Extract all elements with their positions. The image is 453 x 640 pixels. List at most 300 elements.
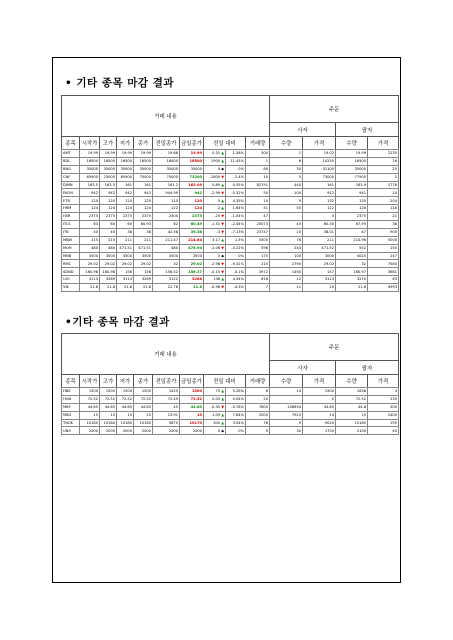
high-price-cell: 75000 bbox=[100, 173, 117, 181]
low-price-cell: 3113 bbox=[117, 276, 134, 284]
stock-code-cell: MNB bbox=[62, 252, 80, 260]
change-pct-cell: -0.22% bbox=[226, 244, 246, 252]
buy-price-cell: 161 bbox=[303, 181, 336, 189]
arrow-down-icon: ▼ bbox=[221, 174, 224, 179]
low-price-cell: 16500 bbox=[117, 157, 134, 165]
arrow-down-icon: ▼ bbox=[221, 214, 224, 219]
table-row bbox=[62, 411, 399, 419]
close-price-cell: 942 bbox=[134, 189, 153, 197]
change-value: -1.06 bbox=[210, 245, 221, 250]
buy-price-cell: 20 bbox=[303, 284, 336, 292]
prev-close-cell: 35000 bbox=[153, 165, 180, 173]
high-price-cell: 45 bbox=[100, 228, 117, 236]
sell-qty-cell: 67.95 bbox=[336, 221, 368, 229]
buy-price-cell: 132 bbox=[303, 197, 336, 205]
prev-close-cell: 3122 bbox=[153, 276, 180, 284]
buy-qty-cell: 9 bbox=[270, 419, 303, 427]
low-price-cell: 60 bbox=[117, 221, 134, 229]
stock-code-cell: ETR bbox=[62, 197, 80, 205]
close-price-cell: 38 bbox=[134, 228, 153, 236]
volume-cell: 596 bbox=[246, 244, 270, 252]
sell-qty-cell: 16500 bbox=[336, 157, 368, 165]
stock-results-table bbox=[61, 387, 399, 435]
open-price-cell: 16500 bbox=[80, 157, 100, 165]
change-pct-cell: 1.58% bbox=[226, 150, 246, 158]
open-price-cell: 124 bbox=[80, 205, 100, 213]
open-price-cell: 120 bbox=[80, 197, 100, 205]
sell-header: 팔자 bbox=[336, 123, 399, 137]
prev-close-cell: 42.58 bbox=[153, 228, 180, 236]
change-pct-cell: 4.34% bbox=[226, 276, 246, 284]
table-row bbox=[62, 173, 399, 181]
today-close-cell: 3268 bbox=[180, 276, 204, 284]
sell-price-cell: 4993 bbox=[368, 284, 399, 292]
arrow-up-icon: ▲ bbox=[221, 420, 224, 425]
close-price-cell: 44.65 bbox=[134, 403, 153, 411]
change-cell bbox=[204, 411, 226, 419]
change-pct-cell: 0.04% bbox=[226, 395, 246, 403]
open-price-cell: 40 bbox=[80, 228, 100, 236]
sell-qty-cell: 1638 bbox=[336, 388, 368, 396]
volume-cell: 300 bbox=[246, 150, 270, 158]
open-price-cell: 215 bbox=[80, 236, 100, 244]
sell-price-cell: 2 bbox=[368, 173, 399, 181]
prev-close-cell: 16400 bbox=[153, 157, 180, 165]
change-pct-cell: -1.04% bbox=[226, 213, 246, 221]
change-pct-cell: 5.26% bbox=[226, 388, 246, 396]
today-close-cell: 942 bbox=[180, 189, 204, 197]
change-cell bbox=[204, 268, 226, 276]
buy-price-cell: 60.35 bbox=[303, 221, 336, 229]
buy-price-cell: 14 bbox=[303, 411, 336, 419]
buy-price-cell: 3000 bbox=[303, 252, 336, 260]
open-price-cell: 942 bbox=[80, 189, 100, 197]
table-row bbox=[62, 157, 399, 165]
today-close-cell: 19.99 bbox=[180, 150, 204, 158]
volume-cell: 7600 bbox=[246, 403, 270, 411]
high-price-cell: 1500 bbox=[100, 388, 117, 396]
open-price-cell: 163.5 bbox=[80, 181, 100, 189]
change-value: -1.51 bbox=[210, 222, 221, 227]
arrow-up-icon: ▲ bbox=[221, 412, 224, 417]
stock-code-cell: HSR bbox=[62, 213, 80, 221]
table-row bbox=[62, 165, 399, 173]
sell-qty-cell: 3270 bbox=[336, 276, 368, 284]
change-cell bbox=[204, 213, 226, 221]
change-value: 2 bbox=[217, 206, 221, 211]
change-pct-cell: 11.45% bbox=[226, 157, 246, 165]
low-price-cell: 19.99 bbox=[117, 150, 134, 158]
stock-code-cell: HBZ bbox=[62, 388, 80, 396]
stock-code-cell: HGN bbox=[62, 395, 80, 403]
sell-price-cell: 195 bbox=[368, 419, 399, 427]
change-value: 0.89 bbox=[212, 182, 221, 187]
volume-cell: 20 bbox=[246, 395, 270, 403]
table-row bbox=[62, 197, 399, 205]
prev-close-cell: 3500 bbox=[153, 252, 180, 260]
close-price-cell: 3269 bbox=[134, 276, 153, 284]
stock-code-cell: UIO bbox=[62, 276, 80, 284]
volume-cell: 23747 bbox=[246, 228, 270, 236]
today-close-cell: 21.8 bbox=[180, 284, 204, 292]
low-price-cell: 3500 bbox=[117, 252, 134, 260]
table-row bbox=[62, 388, 399, 396]
prev-close-cell: 75000 bbox=[153, 173, 180, 181]
low-price-cell: 72.52 bbox=[117, 395, 134, 403]
arrow-down-icon: ▼ bbox=[221, 245, 224, 250]
col-header: 가격 bbox=[368, 375, 399, 388]
buy-price-cell: 19.02 bbox=[303, 150, 336, 158]
sell-qty-cell: 135 bbox=[336, 197, 368, 205]
sell-price-cell: 2235 bbox=[368, 150, 399, 158]
change-pct-cell: 0% bbox=[226, 165, 246, 173]
arrow-down-icon: ▼ bbox=[221, 230, 224, 235]
sell-qty-cell: 15 bbox=[336, 411, 368, 419]
change-value: -0.98 bbox=[210, 285, 221, 290]
change-value: -0.15 bbox=[210, 269, 221, 274]
close-price-cell: 161 bbox=[134, 181, 153, 189]
sell-price-cell: 2400 bbox=[368, 411, 399, 419]
high-price-cell: 480 bbox=[100, 244, 117, 252]
prev-close-cell: 944.99 bbox=[153, 189, 180, 197]
change-cell bbox=[204, 403, 226, 411]
high-price-cell: 44.65 bbox=[100, 403, 117, 411]
col-header: 저가 bbox=[117, 137, 134, 150]
arrow-up-icon: ▲ bbox=[221, 182, 224, 187]
col-header: 금일종가 bbox=[180, 375, 204, 388]
today-close-cell: 2000 bbox=[180, 427, 204, 435]
low-price-cell: 211 bbox=[117, 236, 134, 244]
flat-diamond-icon: ◆ bbox=[221, 253, 224, 258]
change-value: -25 bbox=[214, 214, 221, 219]
table-row bbox=[62, 213, 399, 221]
open-price-cell: 15 bbox=[80, 411, 100, 419]
change-value: 0.03 bbox=[212, 397, 221, 402]
today-close-cell: 1500 bbox=[180, 388, 204, 396]
arrow-down-icon: ▼ bbox=[221, 285, 224, 290]
sell-qty-cell: 47 bbox=[336, 228, 368, 236]
arrow-up-icon: ▲ bbox=[221, 389, 224, 394]
change-value: 0 bbox=[217, 167, 221, 172]
today-close-cell: 120 bbox=[180, 197, 204, 205]
volume-cell: 3972 bbox=[246, 268, 270, 276]
sell-qty-cell: 163.9 bbox=[336, 181, 368, 189]
stock-code-cell: JTB bbox=[62, 228, 80, 236]
prev-close-cell: 156.52 bbox=[153, 268, 180, 276]
open-price-cell: 2000 bbox=[80, 427, 100, 435]
today-close-cell: 44.65 bbox=[180, 403, 204, 411]
open-price-cell: 3113 bbox=[80, 276, 100, 284]
col-header: 시작가 bbox=[80, 375, 100, 388]
section-title: •기타 종목 마감 결과 bbox=[65, 316, 170, 328]
buy-price-cell: 211 bbox=[303, 236, 336, 244]
change-cell bbox=[204, 252, 226, 260]
change-cell bbox=[204, 157, 226, 165]
change-cell bbox=[204, 276, 226, 284]
change-value: 5 bbox=[217, 198, 221, 203]
high-price-cell: 120 bbox=[100, 197, 117, 205]
buy-qty-cell: 7923 bbox=[270, 411, 303, 419]
change-cell bbox=[204, 205, 226, 213]
close-price-cell: 75000 bbox=[134, 173, 153, 181]
close-price-cell: 124 bbox=[134, 205, 153, 213]
sell-price-cell: 3661 bbox=[368, 268, 399, 276]
sell-qty-cell: 44.8 bbox=[336, 403, 368, 411]
today-close-cell: 156.37 bbox=[180, 268, 204, 276]
volume-cell: 50 bbox=[246, 189, 270, 197]
change-pct-cell: 0.55% bbox=[226, 181, 246, 189]
buy-qty-cell: 106634 bbox=[270, 403, 303, 411]
sell-price-cell: 7584 bbox=[368, 260, 399, 268]
change-value: 1900 bbox=[210, 159, 221, 164]
today-close-cell: 29.02 bbox=[180, 260, 204, 268]
change-value: 0 bbox=[217, 253, 221, 258]
prev-close-cell: 2000 bbox=[153, 427, 180, 435]
table-row bbox=[62, 395, 399, 403]
col-header: 고가 bbox=[100, 375, 117, 388]
low-price-cell: 2375 bbox=[117, 213, 134, 221]
close-price-cell: 21.8 bbox=[134, 284, 153, 292]
buy-qty-cell: 2790 bbox=[270, 260, 303, 268]
buy-qty-cell: 50 bbox=[270, 205, 303, 213]
table-row bbox=[62, 403, 399, 411]
open-price-cell: 3500 bbox=[80, 252, 100, 260]
high-price-cell: 942 bbox=[100, 189, 117, 197]
prev-close-cell: 32 bbox=[153, 260, 180, 268]
change-pct-cell: 1.64% bbox=[226, 205, 246, 213]
sell-price-cell: 204 bbox=[368, 197, 399, 205]
prev-close-cell: 211.47 bbox=[153, 236, 180, 244]
sell-qty-cell: 19.99 bbox=[336, 150, 368, 158]
stock-code-cell: MBG bbox=[62, 411, 80, 419]
close-price-cell: 72.52 bbox=[134, 395, 153, 403]
sell-qty-cell: 4025 bbox=[336, 252, 368, 260]
open-price-cell: 44.65 bbox=[80, 403, 100, 411]
sell-qty-cell: 552 bbox=[336, 244, 368, 252]
col-header: 저가 bbox=[117, 375, 134, 388]
col-header: 전일종가 bbox=[153, 375, 180, 388]
volume-cell: 2000 bbox=[246, 411, 270, 419]
low-price-cell: 15 bbox=[117, 411, 134, 419]
low-price-cell: 21.8 bbox=[117, 284, 134, 292]
buy-price-cell: 912 bbox=[303, 189, 336, 197]
change-value: 0 bbox=[217, 428, 221, 433]
table-row bbox=[62, 268, 399, 276]
volume-cell: 80 bbox=[246, 165, 270, 173]
buy-price-cell: 44.65 bbox=[303, 403, 336, 411]
sell-qty-cell: 160.97 bbox=[336, 268, 368, 276]
high-price-cell: 124 bbox=[100, 205, 117, 213]
close-price-cell: 10180 bbox=[134, 419, 153, 427]
change-value: -1800 bbox=[209, 174, 221, 179]
table-row bbox=[62, 236, 399, 244]
volume-cell: 210 bbox=[246, 260, 270, 268]
low-price-cell: 161 bbox=[117, 181, 134, 189]
open-price-cell: 21.8 bbox=[80, 284, 100, 292]
flat-diamond-icon: ◆ bbox=[221, 428, 224, 433]
change-pct-cell: -0.1% bbox=[226, 268, 246, 276]
prev-close-cell: 115 bbox=[153, 197, 180, 205]
high-price-cell: 19.99 bbox=[100, 150, 117, 158]
change-pct-cell: 0% bbox=[226, 252, 246, 260]
table-row bbox=[62, 189, 399, 197]
change-cell bbox=[204, 419, 226, 427]
sell-qty-cell: 214.96 bbox=[336, 236, 368, 244]
stock-code-cell: VIK bbox=[62, 284, 80, 292]
stock-code-cell: DJMN bbox=[62, 181, 80, 189]
change-cell bbox=[204, 150, 226, 158]
buy-qty-cell: 440 bbox=[270, 181, 303, 189]
buy-price-cell: 471.52 bbox=[303, 244, 336, 252]
buy-qty-cell: 100 bbox=[270, 189, 303, 197]
arrow-down-icon: ▼ bbox=[221, 222, 224, 227]
sell-qty-cell: 35000 bbox=[336, 165, 368, 173]
today-close-cell: 15 bbox=[180, 411, 204, 419]
table-row bbox=[62, 419, 399, 427]
stock-code-cell: RMC bbox=[62, 260, 80, 268]
prev-close-cell: 161.2 bbox=[153, 181, 180, 189]
close-price-cell: 120 bbox=[134, 197, 153, 205]
stock-results-table bbox=[61, 149, 399, 292]
today-close-cell: 39.58 bbox=[180, 228, 204, 236]
table-row bbox=[62, 205, 399, 213]
volume-cell: 51 bbox=[246, 205, 270, 213]
sell-price-cell: 38 bbox=[368, 221, 399, 229]
order-header: 주문 bbox=[270, 96, 399, 123]
change-pct-cell: 4.35% bbox=[226, 197, 246, 205]
today-close-cell: 35000 bbox=[180, 165, 204, 173]
change-cell bbox=[204, 244, 226, 252]
buy-price-cell: 122 bbox=[303, 205, 336, 213]
low-price-cell: 2000 bbox=[117, 427, 134, 435]
open-price-cell: 72.52 bbox=[80, 395, 100, 403]
open-price-cell: 19.99 bbox=[80, 150, 100, 158]
buy-price-cell: 9020 bbox=[303, 419, 336, 427]
stock-code-cell: AMT bbox=[62, 150, 80, 158]
high-price-cell: 3269 bbox=[100, 276, 117, 284]
close-price-cell: 471.51 bbox=[134, 244, 153, 252]
arrow-up-icon: ▲ bbox=[221, 159, 224, 164]
sell-price-cell: 500 bbox=[368, 403, 399, 411]
open-price-cell: 65900 bbox=[80, 173, 100, 181]
today-close-cell: 73200 bbox=[180, 173, 204, 181]
stock-code-cell: ITLS bbox=[62, 221, 80, 229]
low-price-cell: 10180 bbox=[117, 419, 134, 427]
buy-qty-cell: 45 bbox=[270, 221, 303, 229]
high-price-cell: 21.8 bbox=[100, 284, 117, 292]
high-price-cell: 65 bbox=[100, 221, 117, 229]
buy-header: 사자 bbox=[270, 361, 336, 375]
today-close-cell: 16500 bbox=[180, 157, 204, 165]
prev-close-cell: 72.49 bbox=[153, 395, 180, 403]
stock-code-cell: CNF bbox=[62, 173, 80, 181]
high-price-cell: 163.5 bbox=[100, 181, 117, 189]
close-price-cell: 211 bbox=[134, 236, 153, 244]
stock-code-cell: BDL bbox=[62, 157, 80, 165]
high-price-cell: 2375 bbox=[100, 213, 117, 221]
arrow-up-icon: ▲ bbox=[221, 206, 224, 211]
sell-price-cell: 14 bbox=[368, 189, 399, 197]
sell-price-cell: 25 bbox=[368, 165, 399, 173]
stock-code-cell: UNS bbox=[62, 427, 80, 435]
change-cell bbox=[204, 260, 226, 268]
col-header: 금일종가 bbox=[180, 137, 204, 150]
change-pct-cell: -7.13% bbox=[226, 228, 246, 236]
buy-qty-cell: 1 bbox=[270, 150, 303, 158]
high-price-cell: 29.02 bbox=[100, 260, 117, 268]
volume-cell: 175 bbox=[246, 252, 270, 260]
sell-price-cell: 21 bbox=[368, 213, 399, 221]
col-header: 종가 bbox=[134, 137, 153, 150]
today-close-cell: 3500 bbox=[180, 252, 204, 260]
prev-close-cell: 22.78 bbox=[153, 284, 180, 292]
change-cell bbox=[204, 228, 226, 236]
arrow-down-icon: ▼ bbox=[221, 190, 224, 195]
sell-price-cell: 118 bbox=[368, 205, 399, 213]
column-headers bbox=[62, 375, 399, 388]
buy-price-cell: 38.01 bbox=[303, 228, 336, 236]
change-pct-cell: -0.78% bbox=[226, 403, 246, 411]
volume-cell: 78 bbox=[246, 419, 270, 427]
sell-qty-cell: 128 bbox=[336, 205, 368, 213]
sell-qty-cell: 72.52 bbox=[336, 395, 368, 403]
col-header: 거래량 bbox=[246, 137, 270, 150]
change-pct-cell: 1.5% bbox=[226, 236, 246, 244]
col-header: 전일종가 bbox=[153, 137, 180, 150]
today-close-cell: 478.94 bbox=[180, 244, 204, 252]
arrow-up-icon: ▲ bbox=[221, 198, 224, 203]
change-cell bbox=[204, 427, 226, 435]
buy-qty-cell: 30 bbox=[270, 427, 303, 435]
col-header: 전일 대비 bbox=[204, 375, 246, 388]
volume-cell: 10 bbox=[246, 197, 270, 205]
open-price-cell: 35000 bbox=[80, 165, 100, 173]
change-cell bbox=[204, 165, 226, 173]
prev-close-cell: 13.91 bbox=[153, 411, 180, 419]
close-price-cell: 60.93 bbox=[134, 221, 153, 229]
flat-diamond-icon: ◆ bbox=[221, 167, 224, 172]
sell-qty-cell: 32 bbox=[336, 260, 368, 268]
change-cell bbox=[204, 173, 226, 181]
arrow-down-icon: ▼ bbox=[221, 261, 224, 266]
low-price-cell: 29.02 bbox=[117, 260, 134, 268]
stock-code-cell: MOH bbox=[62, 244, 80, 252]
col-header: 전일 대비 bbox=[204, 137, 246, 150]
stock-code-cell: EKON bbox=[62, 189, 80, 197]
prev-close-cell: 2400 bbox=[153, 213, 180, 221]
document-page bbox=[52, 57, 401, 583]
volume-cell: 47 bbox=[246, 213, 270, 221]
buy-qty-cell: 76 bbox=[270, 236, 303, 244]
volume-cell: 6 bbox=[246, 388, 270, 396]
change-value: 75 bbox=[215, 389, 221, 394]
table-row bbox=[62, 228, 399, 236]
open-price-cell: 10180 bbox=[80, 419, 100, 427]
prev-close-cell: 19.68 bbox=[153, 150, 180, 158]
table-row bbox=[62, 221, 399, 229]
col-header: 시작가 bbox=[80, 137, 100, 150]
col-header: 거래량 bbox=[246, 375, 270, 388]
prev-close-cell: 9870 bbox=[153, 419, 180, 427]
volume-cell: 82791 bbox=[246, 181, 270, 189]
table-row bbox=[62, 150, 399, 158]
sell-price-cell: 40 bbox=[368, 427, 399, 435]
table-row bbox=[62, 260, 399, 268]
high-price-cell: 2000 bbox=[100, 427, 117, 435]
trade-info-header: 거래 내용 bbox=[62, 334, 270, 375]
buy-price-cell: 73000 bbox=[303, 173, 336, 181]
trade-info-header: 거래 내용 bbox=[62, 96, 270, 137]
